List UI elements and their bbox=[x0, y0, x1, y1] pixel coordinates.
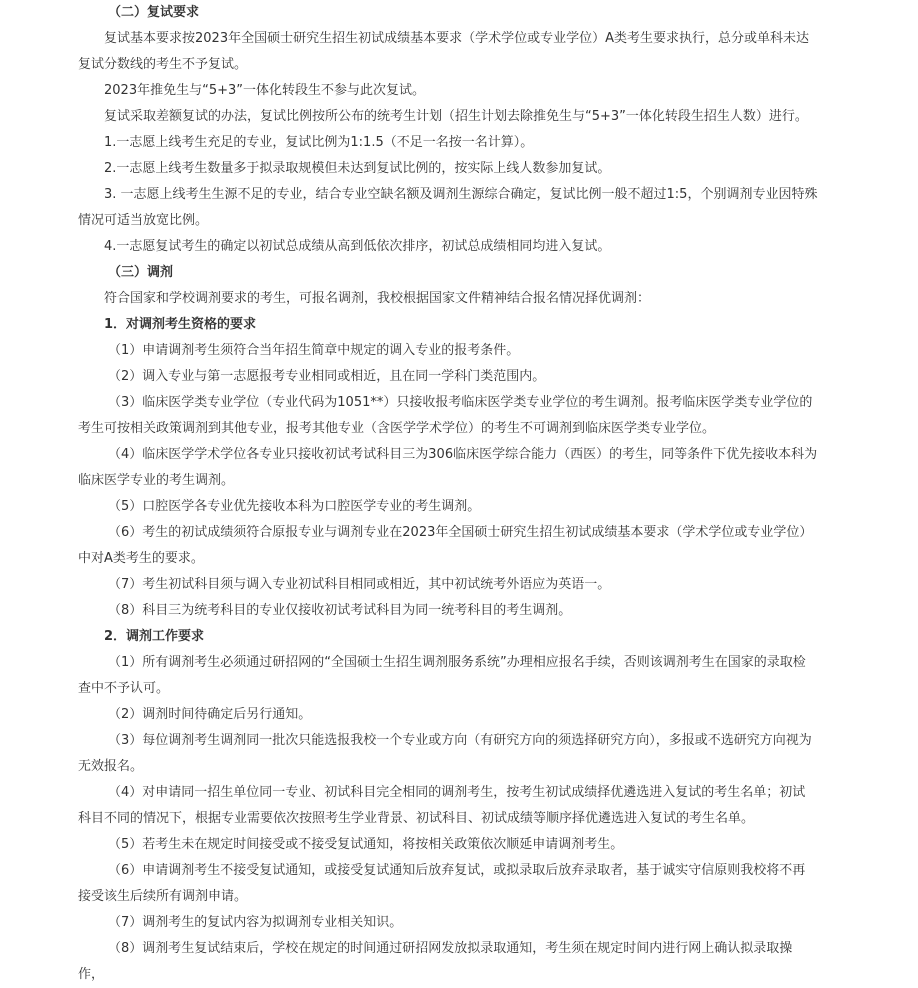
list-item: （2）调入专业与第一志愿报考专业相同或相近，且在同一学科门类范围内。 bbox=[108, 369, 546, 384]
paragraph: 4.一志愿复试考生的确定以初试总成绩从高到低依次排序，初试总成绩相同均进入复试。 bbox=[104, 239, 611, 254]
list-item: （2）调剂时间待确定后另行通知。 bbox=[108, 707, 312, 722]
list-item: （5）口腔医学各专业优先接收本科为口腔医学专业的考生调剂。 bbox=[108, 499, 481, 514]
list-item: （8）调剂考生复试结束后，学校在规定的时间通过研招网发放拟录取通知，考生须在规定时间内进行网上确认拟录取操作， bbox=[78, 941, 793, 982]
document-body bbox=[78, 0, 818, 988]
paragraph: 符合国家和学校调剂要求的考生，可报名调剂，我校根据国家文件精神结合报名情况择优调剂： bbox=[104, 291, 651, 306]
list-item: （7）调剂考生的复试内容为拟调剂专业相关知识。 bbox=[108, 915, 403, 930]
paragraph: 2.一志愿上线考生数量多于拟录取规模但未达到复试比例的，按实际上线人数参加复试。 bbox=[104, 161, 611, 176]
list-item: （3）每位调剂考生调剂同一批次只能选报我校一个专业或方向（有研究方向的须选择研究方向），多报或不选研究方向视为无效报名。 bbox=[78, 733, 812, 774]
list-item: （6）考生的初试成绩须符合原报专业与调剂专业在2023年全国硕士研究生招生初试成绩基本要求（学术学位或专业学位）中对A类考生的要求。 bbox=[78, 525, 813, 566]
subsection-heading-work-requirements: 2．调剂工作要求 bbox=[104, 629, 205, 644]
paragraph: 复试采取差额复试的办法，复试比例按所公布的统考生计划（招生计划去除推免生与“5+3”一体化转段生招生人数）进行。 bbox=[104, 109, 808, 124]
section-heading-transfer: （三）调剂 bbox=[108, 265, 174, 280]
list-item: （3）临床医学类专业学位（专业代码为1051**）只接收报考临床医学类专业学位的考生调剂。报考临床医学类专业学位的考生可按相关政策调剂到其他专业，报考其他专业（含医学学术学位）的考生不可调剂到临床医学类专业学位。 bbox=[78, 395, 813, 436]
paragraph: 2023年推免生与“5+3”一体化转段生不参与此次复试。 bbox=[104, 83, 425, 98]
list-item: （4）临床医学学术学位各专业只接收初试考试科目三为306临床医学综合能力（西医）的考生，同等条件下优先接收本科为临床医学专业的考生调剂。 bbox=[78, 447, 818, 488]
paragraph: 1.一志愿上线考生充足的专业，复试比例为1:1.5（不足一名按一名计算）。 bbox=[104, 135, 534, 150]
list-item: （5）若考生未在规定时间接受或不接受复试通知，将按相关政策依次顺延申请调剂考生。 bbox=[108, 837, 624, 852]
list-item: （8）科目三为统考科目的专业仅接收初试考试科目为同一统考科目的考生调剂。 bbox=[108, 603, 572, 618]
list-item: （1）申请调剂考生须符合当年招生简章中规定的调入专业的报考条件。 bbox=[108, 343, 520, 358]
subsection-heading-qualifications: 1．对调剂考生资格的要求 bbox=[104, 317, 257, 332]
section-heading-retest-requirements: （二）复试要求 bbox=[108, 5, 200, 20]
paragraph: 3. 一志愿上线考生生源不足的专业，结合专业空缺名额及调剂生源综合确定，复试比例一般不超过1:5，个别调剂专业因特殊情况可适当放宽比例。 bbox=[78, 187, 818, 228]
list-item: （6）申请调剂考生不接受复试通知，或接受复试通知后放弃复试，或拟录取后放弃录取者，基于诚实守信原则我校将不再接受该生后续所有调剂申请。 bbox=[78, 863, 806, 904]
paragraph: 复试基本要求按2023年全国硕士研究生招生初试成绩基本要求（学术学位或专业学位）A类考生要求执行，总分或单科未达复试分数线的考生不予复试。 bbox=[78, 31, 809, 72]
list-item: （4）对申请同一招生单位同一专业、初试科目完全相同的调剂考生，按考生初试成绩择优遴选进入复试的考生名单；初试科目不同的情况下，根据专业需要依次按照考生学业背景、初试科目、初试成绩等顺序择优遴选进入复试的考生名单。 bbox=[78, 785, 806, 826]
list-item: （1）所有调剂考生必须通过研招网的“全国硕士生招生调剂服务系统”办理相应报名手续，否则该调剂考生在国家的录取检查中不予认可。 bbox=[78, 655, 806, 696]
list-item: （7）考生初试科目须与调入专业初试科目相同或相近，其中初试统考外语应为英语一。 bbox=[108, 577, 611, 592]
